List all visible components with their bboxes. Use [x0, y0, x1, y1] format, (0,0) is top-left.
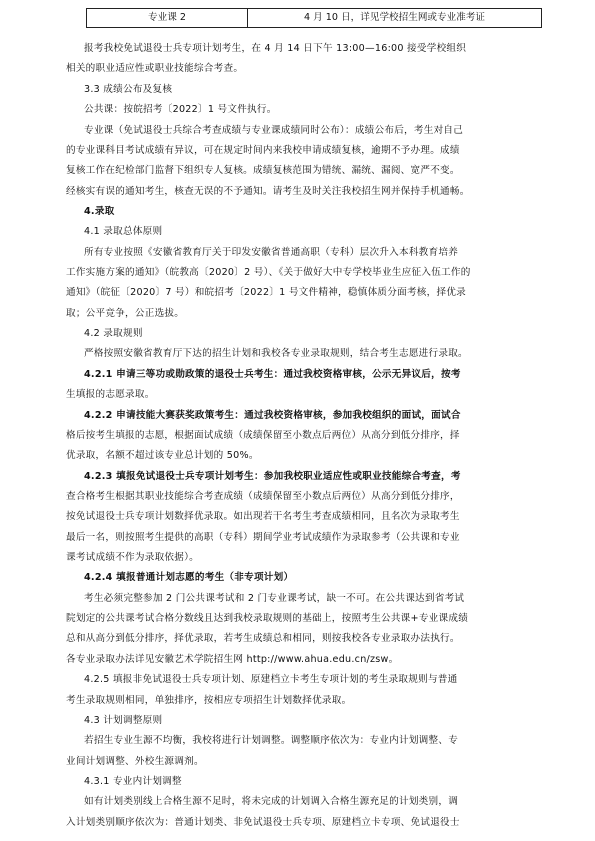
paragraph-line: 报考我校免试退役士兵专项计划考生，在 4 月 14 日下午 13:00—16:00 接受学校组织 [84, 43, 467, 54]
paragraph-line: 取；公平竞争，公正选拔。 [66, 308, 185, 319]
paragraph-line: 入计划类别顺序依次为：普通计划类、非免试退役士兵专项、原建档立卡专项、免试退役士 [66, 817, 460, 828]
paragraph-line: 的专业课科目考试成绩有异议，可在规定时间内来我校申请成绩复核，逾期不予办理。成绩 [66, 145, 460, 156]
paragraph-line: 考生必须完整参加 2 门公共课考试和 2 门专业课考试，缺一不可。在公共课达到省考试 [84, 593, 465, 604]
paragraph-line: 查合格考生根据其职业技能综合考查成绩（成绩保留至小数点后两位）从高分到低分排序， [66, 491, 460, 502]
paragraph-line: 4.2.2 申请技能大赛获奖政策考生：通过我校资格审核，参加我校组织的面试，面试合 [84, 410, 461, 421]
schedule-table [86, 8, 542, 28]
paragraph-line: 4.2.1 申请三等功或勋政策的退役士兵考生：通过我校资格审核，公示无异议后，按考 [84, 369, 461, 380]
paragraph-line: 格后按考生填报的志愿，根据面试成绩（成绩保留至小数点后两位）从高分到低分排序，择 [66, 430, 460, 441]
table-cell-subject: 专业课 2 [87, 9, 248, 28]
paragraph-line: 业间计划调整、外校生源调剂。 [66, 756, 204, 767]
paragraph-line: 最后一名，则按照考生提供的高职（专科）期间学业考试成绩作为录取参考（公共课和专业 [66, 532, 460, 543]
paragraph-line: 相关的职业适应性或职业技能综合考查。 [66, 63, 244, 74]
paragraph-line: 院划定的公共课考试合格分数线且达到我校录取规则的基础上，按照考生公共课+专业课成绩 [66, 613, 469, 624]
paragraph-line: 复核工作在纪检部门监督下组织专人复核。成绩复核范围为错统、漏统、漏阅、宽严不变。 [66, 165, 460, 176]
paragraph-line: 4.2.5 填报非免试退役士兵专项计划、原建档立卡考生专项计划的考生录取规则与普通 [84, 674, 458, 685]
section-heading: 3.3 成绩公布及复核 [84, 84, 173, 95]
paragraph-line: 所有专业按照《安徽省教育厅关于印发安徽省普通高职（专科）层次升入本科教育培养 [84, 247, 459, 258]
section-heading: 4.2 录取规则 [84, 328, 143, 339]
paragraph-line: 生填报的志愿录取。 [66, 389, 155, 400]
paragraph-line: 公共课：按皖招考〔2022〕1 号文件执行。 [84, 104, 277, 115]
paragraph-line: 专业课（免试退役士兵综合考查成绩与专业课成绩同时公布）：成绩公布后，考生对自己 [84, 125, 464, 136]
paragraph-line: 考生录取规则相同，单独排序，按相应专项招生计划数择优录取。 [66, 695, 352, 706]
section-heading: 4.录取 [84, 206, 115, 217]
paragraph-line: 总和从高分到低分排序，择优录取，若考生成绩总和相同，则按我校各专业录取办法执行。 [66, 633, 460, 644]
paragraph-line: 按免试退役士兵专项计划数择优录取。如出现若干名考生考查成绩相同，且名次为录取考生 [66, 511, 460, 522]
section-heading: 4.2.4 填报普通计划志愿的考生（非专项计划） [84, 572, 294, 583]
paragraph-line: 经核实有误的通知考生，核查无误的不予通知。请考生及时关注我校招生网并保持手机通畅。 [66, 186, 470, 197]
paragraph-line: 各专业录取办法详见安徽艺术学院招生网 http://www.ahua.edu.cn/zsw。 [66, 654, 399, 665]
paragraph-line: 若招生专业生源不均衡，我校将进行计划调整。调整顺序依次为：专业内计划调整、专 [84, 735, 459, 746]
section-heading: 4.3 计划调整原则 [84, 715, 163, 726]
paragraph-line: 课考试成绩不作为录取依据）。 [66, 552, 200, 563]
section-heading: 4.1 录取总体原则 [84, 226, 163, 237]
paragraph-line: 严格按照安徽省教育厅下达的招生计划和我校各专业录取规则，结合考生志愿进行录取。 [84, 348, 468, 359]
paragraph-line: 通知》（皖征〔2020〕7 号）和皖招考〔2022〕1 号文件精神，稳慎体质分面考核，择优录 [66, 287, 467, 298]
section-heading: 4.3.1 专业内计划调整 [84, 776, 182, 787]
table-cell-date: 4 月 10 日，详见学校招生网或专业准考证 [248, 9, 542, 28]
paragraph-line: 优录取，名额不超过该专业总计划的 50%。 [66, 450, 259, 461]
paragraph-line: 4.2.3 填报免试退役士兵专项计划考生：参加我校职业适应性或职业技能综合考查，考 [84, 471, 461, 482]
paragraph-line: 工作实施方案的通知》（皖教高〔2020〕2 号）、《关于做好大中专学校毕业生应征入伍工作的 [66, 267, 471, 278]
paragraph-line: 如有计划类别线上合格生源不足时，将未完成的计划调入合格生源充足的计划类别，调 [84, 796, 459, 807]
table-row [87, 9, 542, 28]
